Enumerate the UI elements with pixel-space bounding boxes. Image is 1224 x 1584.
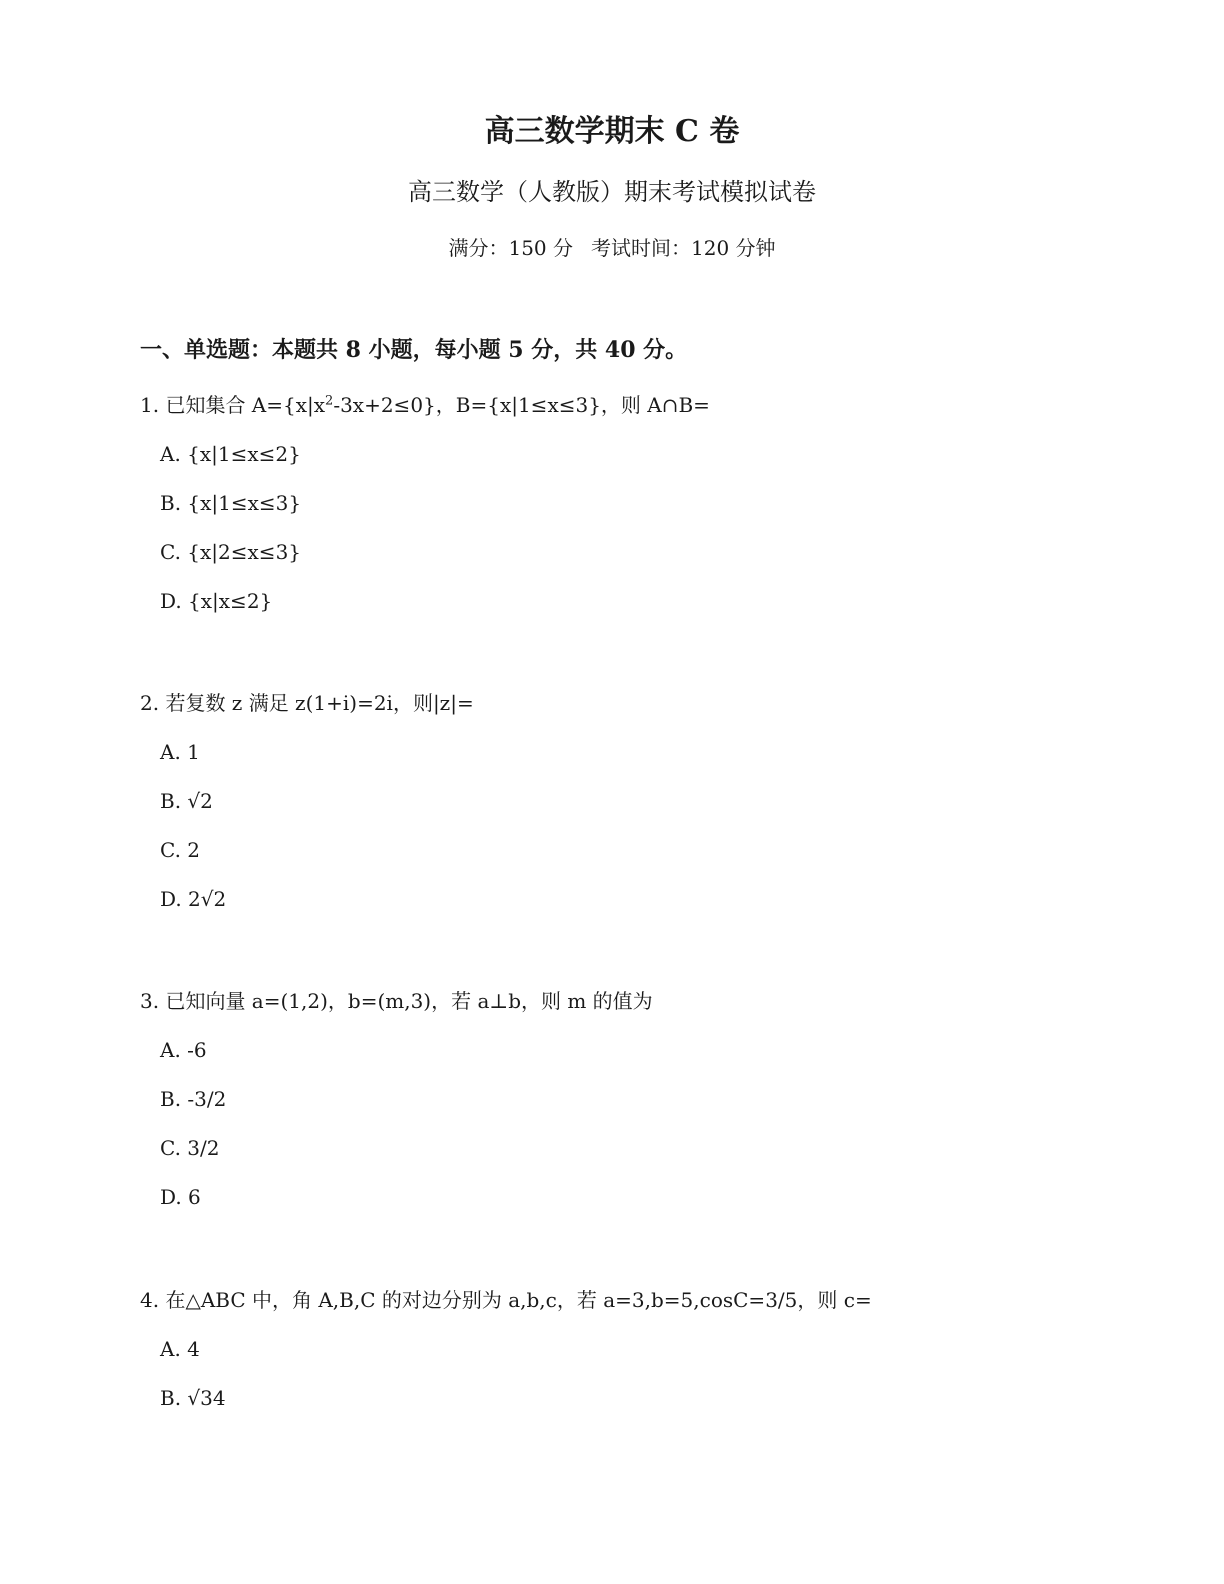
option-c: C. {x|2≤x≤3} bbox=[160, 540, 302, 564]
question-1 bbox=[140, 390, 1140, 616]
option-b: B. √34 bbox=[160, 1386, 226, 1410]
question-stem: 1. 已知集合 $A=\{x|x^2-3x+2\le 0\}$，B={x|1≤x≤3}，则 A∩B= bbox=[140, 393, 710, 417]
question-stem: 3. 已知向量 a=(1,2)，b=(m,3)，若 a⊥b，则 m 的值为 bbox=[140, 989, 653, 1013]
option-a: A. -6 bbox=[160, 1038, 207, 1062]
option-c: C. 2 bbox=[160, 838, 201, 862]
question-4 bbox=[140, 1285, 1140, 1413]
question-stem: 2. 若复数 z 满足 z(1+i)=2i，则|z|= bbox=[140, 691, 474, 715]
option-b: B. {x|1≤x≤3} bbox=[160, 491, 302, 515]
page-title: 高三数学期末 C 卷 bbox=[484, 114, 740, 149]
page-subtitle: 高三数学（人教版）期末考试模拟试卷 bbox=[408, 178, 816, 206]
option-b: B. -3/2 bbox=[160, 1087, 227, 1111]
option-a: A. 1 bbox=[160, 740, 200, 764]
section-heading-single-choice: 一、单选题：本题共 8 小题，每小题 5 分，共 40 分。 bbox=[140, 337, 688, 363]
option-d: D. 6 bbox=[160, 1185, 201, 1209]
full-score: 满分：150 分 bbox=[448, 236, 573, 260]
option-d: D. 2√2 bbox=[160, 887, 227, 911]
option-c: C. 3/2 bbox=[160, 1136, 220, 1160]
option-a: A. 4 bbox=[160, 1337, 200, 1361]
exam-meta bbox=[0, 232, 1224, 264]
option-a: A. {x|1≤x≤2} bbox=[160, 442, 301, 466]
question-3 bbox=[140, 986, 1140, 1212]
question-stem: 4. 在△ABC 中，角 A,B,C 的对边分别为 a,b,c，若 a=3,b=5,cosC=3/5，则 c= bbox=[140, 1288, 872, 1312]
option-b: B. √2 bbox=[160, 789, 213, 813]
exam-time: 考试时间：120 分钟 bbox=[591, 236, 776, 260]
option-d: D. {x|x≤2} bbox=[160, 589, 273, 613]
question-2 bbox=[140, 688, 1140, 914]
